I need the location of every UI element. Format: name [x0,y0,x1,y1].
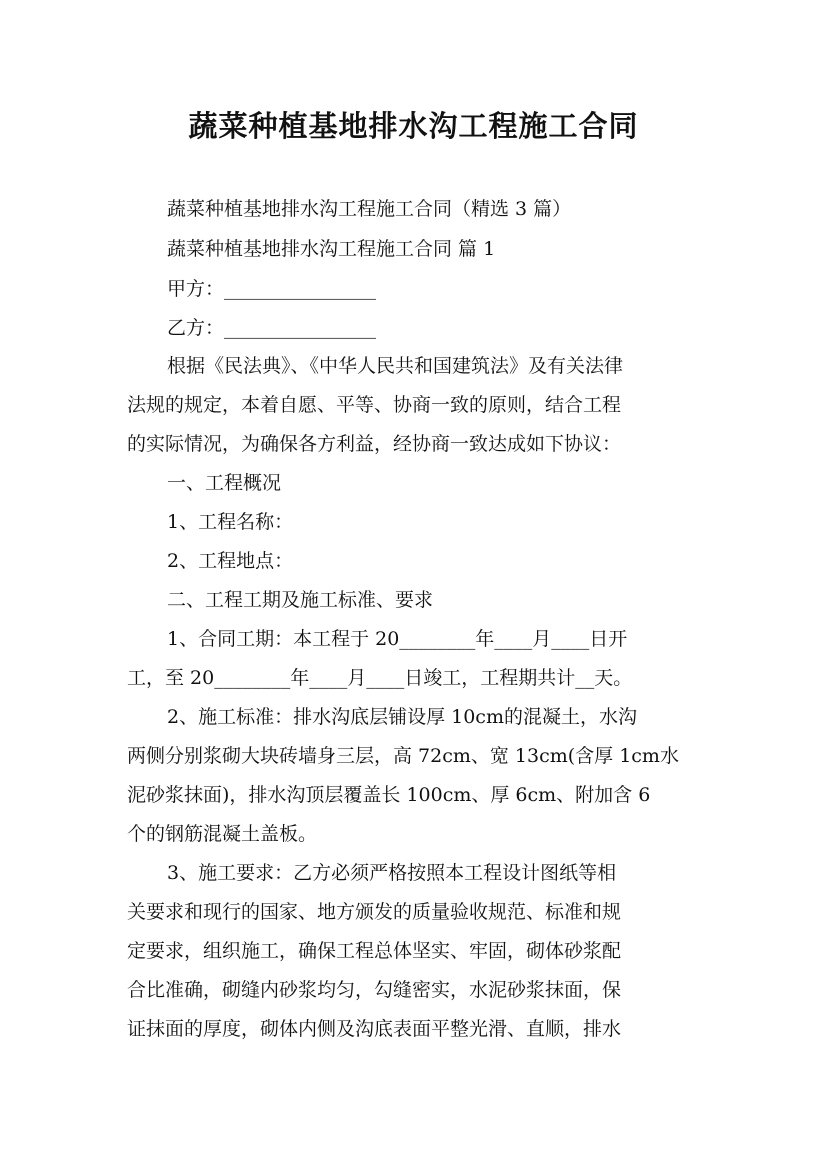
paragraph-line: 根据《民法典》、《中华人民共和国建筑法》及有关法律 [167,355,624,377]
paragraph-line: 两侧分别浆砌大块砖墙身三层，高 72cm、宽 13cm(含厚 1cm水 [127,745,679,767]
paragraph-line: 法规的规定，本着自愿、平等、协商一致的原则，结合工程 [127,394,622,416]
paragraph-line: 定要求，组织施工，确保工程总体坚实、牢固，砌体砂浆配 [127,940,622,962]
party-a-line: 甲方：________________ [167,278,377,300]
paragraph-line: 3、施工要求：乙方必须严格按照本工程设计图纸等相 [167,862,617,884]
party-b-line: 乙方：________________ [167,317,377,339]
paragraph-line: 关要求和现行的国家、地方颁发的质量验收规范、标准和规 [127,901,622,923]
paragraph-line: 证抹面的厚度，砌体内侧及沟底表面平整光滑、直顺，排水 [127,1018,622,1040]
section-heading: 蔬菜种植基地排水沟工程施工合同 篇 1 [167,238,496,260]
paragraph-line: 1、工程名称： [167,511,294,533]
paragraph-line: 个的钢筋混凝土盖板。 [127,823,318,845]
paragraph-line: 2、工程地点： [167,550,294,572]
document-title: 蔬菜种植基地排水沟工程施工合同 [188,109,639,143]
paragraph-line: 工，至 20________年____月____日竣工，工程期共计__天。 [127,667,633,689]
section-heading: 二、工程工期及施工标准、要求 [167,589,434,611]
paragraph-line: 的实际情况，为确保各方利益，经协商一致达成如下协议： [127,433,622,455]
paragraph-line: 合比准确，砌缝内砂浆均匀，勾缝密实，水泥砂浆抹面，保 [127,979,622,1001]
section-heading: 一、工程概况 [167,472,282,494]
paragraph-line: 1、合同工期：本工程于 20________年____月____日开 [167,628,628,650]
subtitle-line: 蔬菜种植基地排水沟工程施工合同（精选 3 篇） [167,198,572,220]
paragraph-line: 2、施工标准：排水沟底层铺设厚 10cm的混凝土，水沟 [167,706,637,728]
paragraph-line: 泥砂浆抹面)，排水沟顶层覆盖长 100cm、厚 6cm、附加含 6 [127,784,651,806]
